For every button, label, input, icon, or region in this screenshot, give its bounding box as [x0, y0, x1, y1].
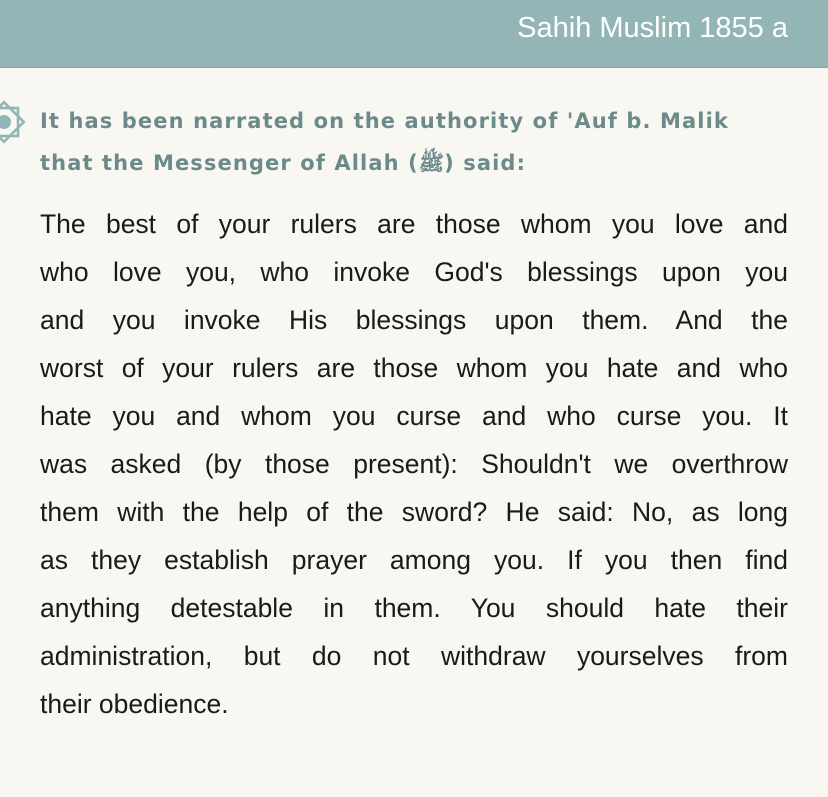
hadith-line: and you invoke His blessings upon them. And the [40, 305, 788, 335]
narrator-intro [40, 100, 788, 184]
hadith-line: as they establish prayer among you. If you then find [40, 545, 788, 575]
header-bar [0, 0, 828, 68]
hadith-line: worst of your rulers are those whom you hate and who [40, 353, 788, 383]
eight-point-star-icon [0, 98, 28, 146]
hadith-reference-title: Sahih Muslim 1855 a [517, 12, 788, 44]
narrator-line: that the Messenger of Allah (ﷺ) said: [40, 151, 527, 175]
narrator-line: It has been narrated on the authority of 'Auf b. Malik [40, 109, 729, 133]
hadith-line: who love you, who invoke God's blessings upon you [40, 257, 788, 287]
hadith-text [40, 200, 788, 728]
hadith-line: them with the help of the sword? He said: No, as long [40, 497, 788, 527]
hadith-line: The best of your rulers are those whom you love and [40, 209, 788, 239]
hadith-line: administration, but do not withdraw yourselves from [40, 641, 788, 671]
hadith-line: their obedience. [40, 689, 229, 719]
hadith-line: anything detestable in them. You should hate their [40, 593, 788, 623]
hadith-line: was asked (by those present): Shouldn't we overthrow [40, 449, 788, 479]
hadith-line: hate you and whom you curse and who curse you. It [40, 401, 788, 431]
